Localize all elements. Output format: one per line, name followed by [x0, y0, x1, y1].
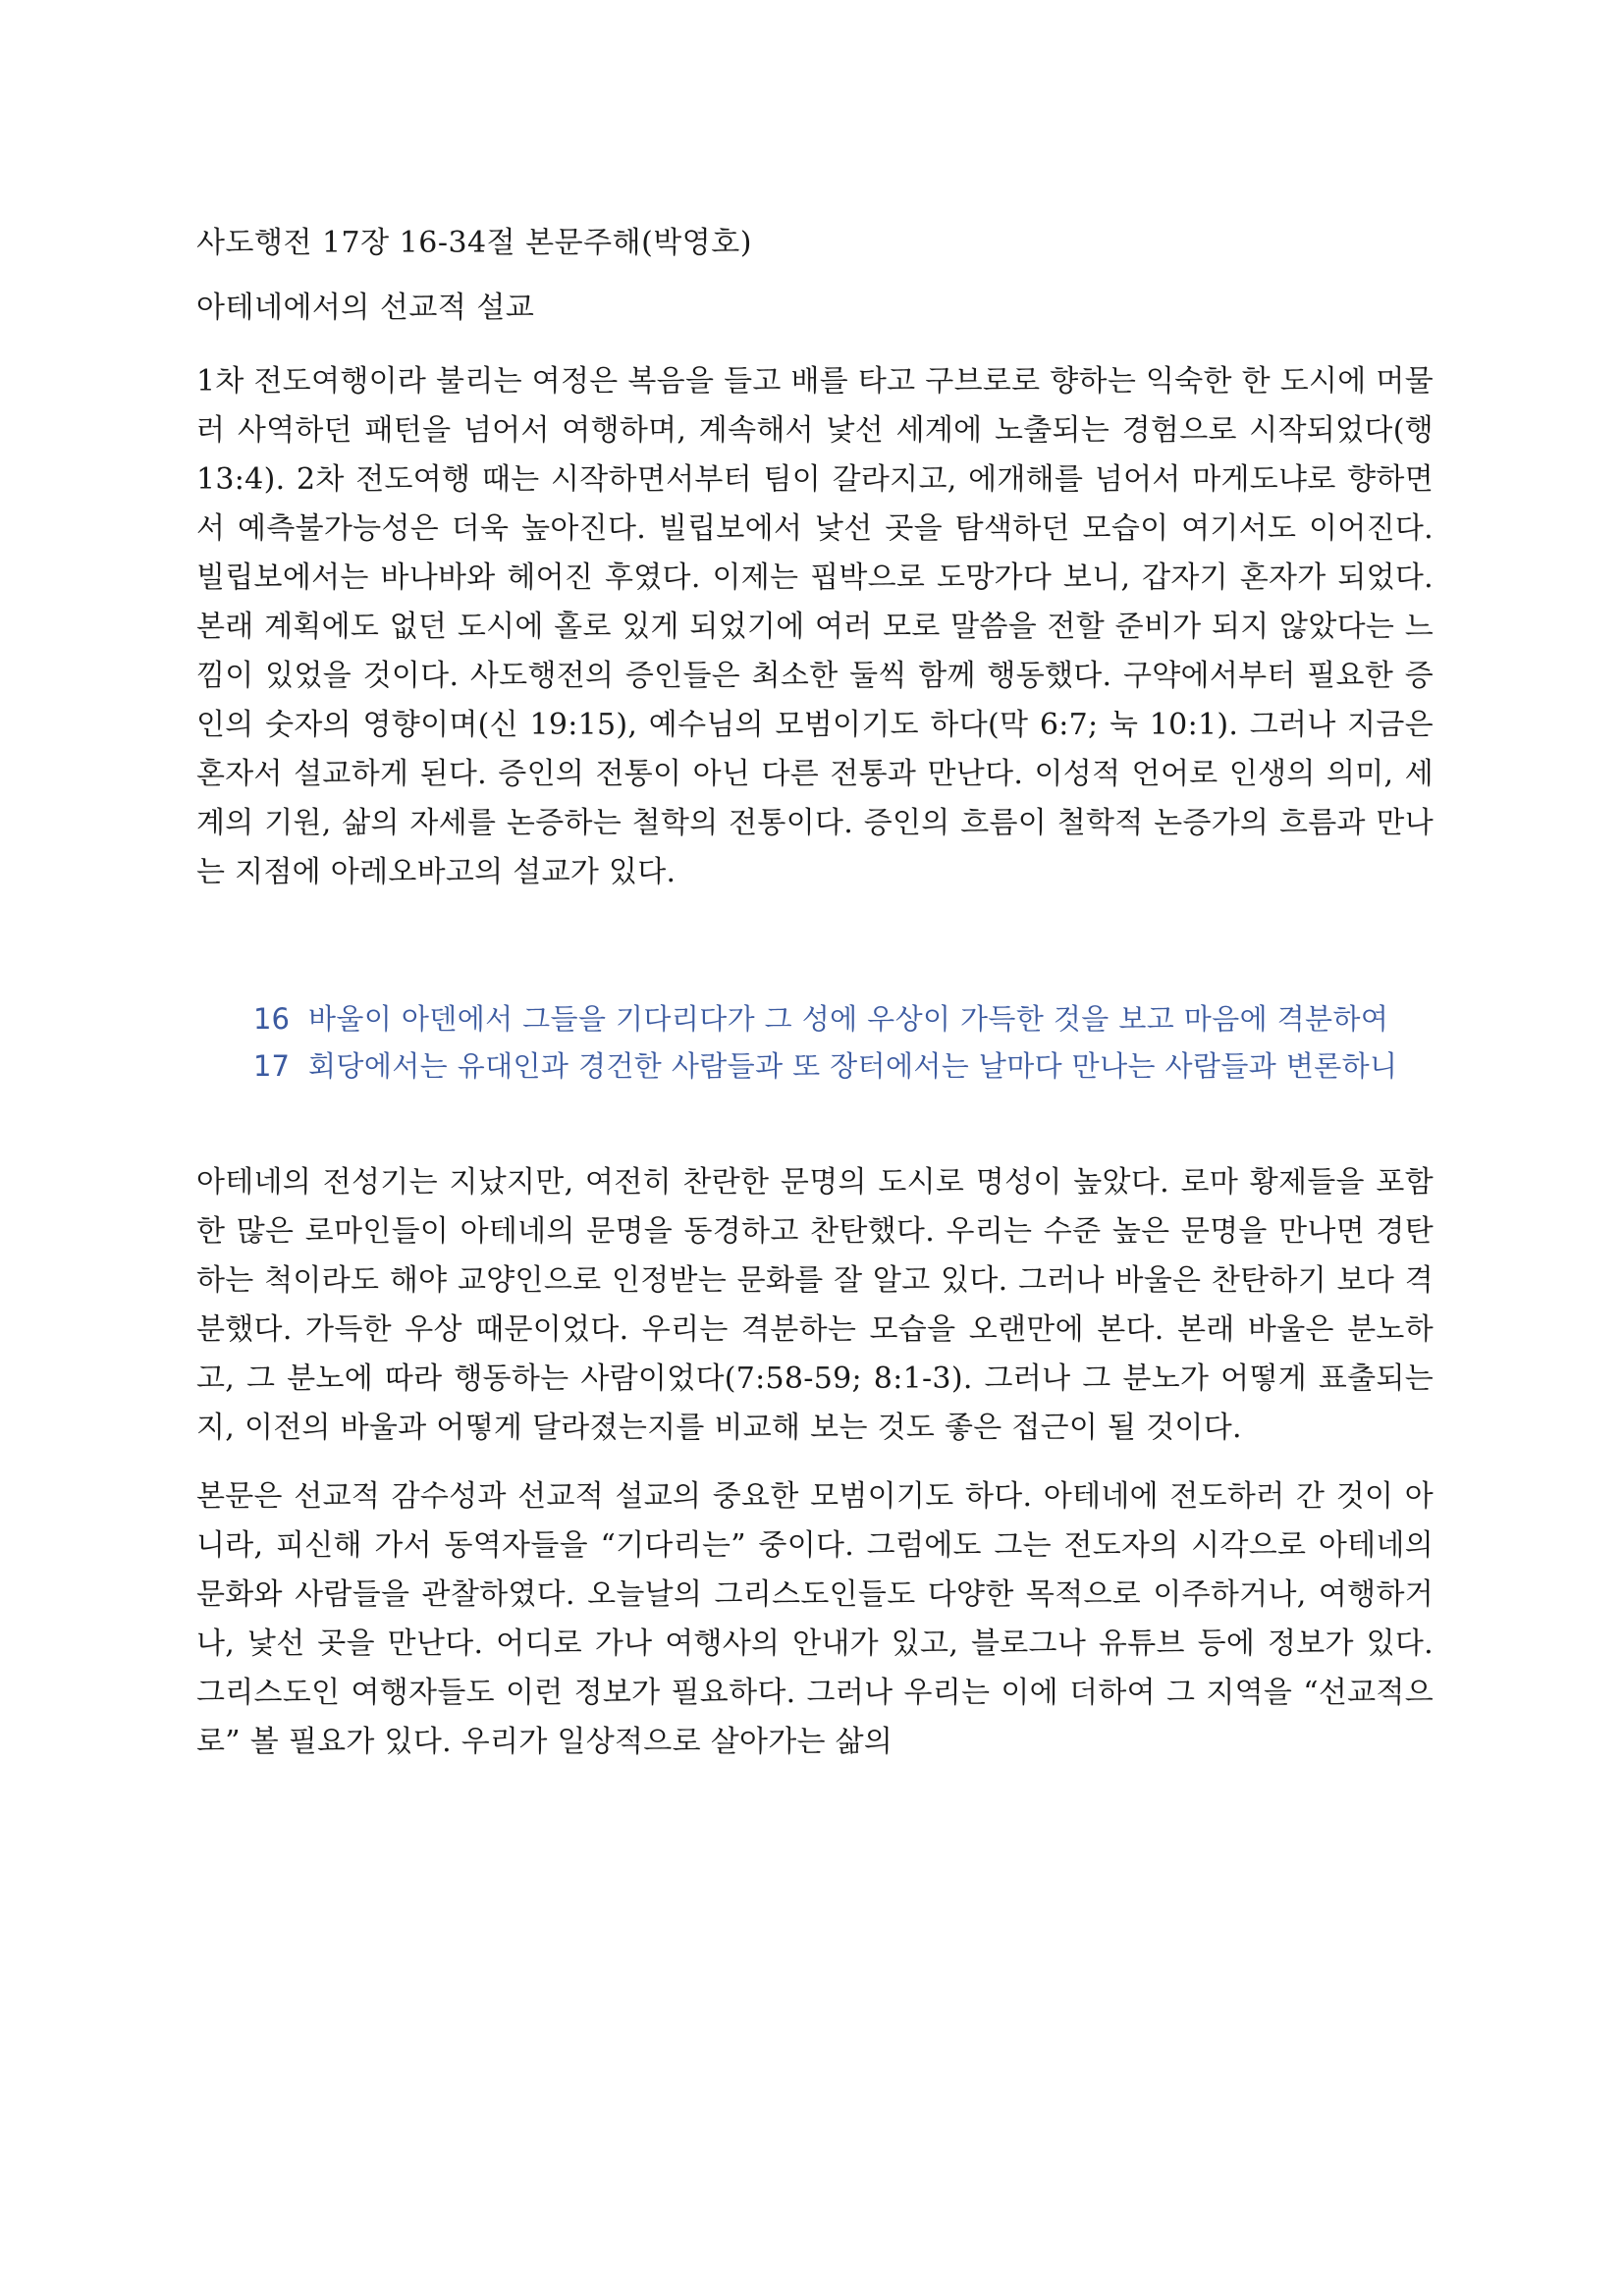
verse-16: [253, 995, 1434, 1042]
document-title: 사도행전 17장 16-34절 본문주해(박영호): [196, 226, 752, 260]
verse-text: 바울이 아덴에서 그들을 기다리다가 그 성에 우상이 가득한 것을 보고 마음에 격분하여: [308, 1002, 1389, 1036]
document-page: [196, 224, 1434, 1767]
paragraph-missional: 본문은 선교적 감수성과 선교적 설교의 중요한 모범이기도 하다. 아테네에 전도하러 간 것이 아니라, 피신해 가서 동역자들을 “기다리는” 중이다. 그럼에도 그는 전도자의 시각으로 아테네의 문화와 사람들을 관찰하였다. 오늘날의 그리스도인들도 다양한 목적으로 이주하거나, 여행하거나, 낯선 곳을 만난다. 어디로 가나 여행사의 안내가 있고, 블로그나 유튜브 등에 정보가 있다. 그리스도인 여행자들도 이런 정보가 필요하다. 그러나 우리는 이에 더하여 그 지역을 “선교적으로” 볼 필요가 있다. 우리가 일상적으로 살아가는 삶의: [196, 1479, 1434, 1759]
verse-text: 회당에서는 유대인과 경건한 사람들과 또 장터에서는 날마다 만나는 사람들과 변론하니: [308, 1049, 1398, 1083]
verse-number: 17: [253, 1049, 290, 1083]
document-subtitle: 아테네에서의 선교적 설교: [196, 291, 535, 325]
paragraph-intro: 1차 전도여행이라 불리는 여정은 복음을 들고 배를 타고 구브로로 향하는 익숙한 한 도시에 머물러 사역하던 패턴을 넘어서 여행하며, 계속해서 낯선 세계에 노출되는 경험으로 시작되었다(행 13:4). 2차 전도여행 때는 시작하면서부터 팀이 갈라지고, 에개해를 넘어서 마게도냐로 향하면서 예측불가능성은 더욱 높아진다. 빌립보에서 낯선 곳을 탐색하던 모습이 여기서도 이어진다. 빌립보에서는 바나바와 헤어진 후였다. 이제는 핍박으로 도망가다 보니, 갑자기 혼자가 되었다. 본래 계획에도 없던 도시에 홀로 있게 되었기에 여러 모로 말씀을 전할 준비가 되지 않았다는 느낌이 있었을 것이다. 사도행전의 증인들은 최소한 둘씩 함께 행동했다. 구약에서부터 필요한 증인의 숫자의 영향이며(신 19:15), 예수님의 모범이기도 하다(막 6:7; 눅 10:1). 그러나 지금은 혼자서 설교하게 된다. 증인의 전통이 아닌 다른 전통과 만난다. 이성적 언어로 인생의 의미, 세계의 기원, 삶의 자세를 논증하는 철학의 전통이다. 증인의 흐름이 철학적 논증가의 흐름과 만나는 지점에 아레오바고의 설교가 있다.: [196, 364, 1434, 889]
verse-number: 16: [253, 1002, 290, 1036]
paragraph-athens: 아테네의 전성기는 지났지만, 여전히 찬란한 문명의 도시로 명성이 높았다. 로마 황제들을 포함한 많은 로마인들이 아테네의 문명을 동경하고 찬탄했다. 우리는 수준 높은 문명을 만나면 경탄하는 척이라도 해야 교양인으로 인정받는 문화를 잘 알고 있다. 그러나 바울은 찬탄하기 보다 격분했다. 가득한 우상 때문이었다. 우리는 격분하는 모습을 오랜만에 본다. 본래 바울은 분노하고, 그 분노에 따라 행동하는 사람이었다(7:58-59; 8:1-3). 그러나 그 분노가 어떻게 표출되는지, 이전의 바울과 어떻게 달라졌는지를 비교해 보는 것도 좋은 접근이 될 것이다.: [196, 1165, 1434, 1445]
verse-17: [253, 1042, 1434, 1090]
scripture-quote: [196, 995, 1434, 1090]
